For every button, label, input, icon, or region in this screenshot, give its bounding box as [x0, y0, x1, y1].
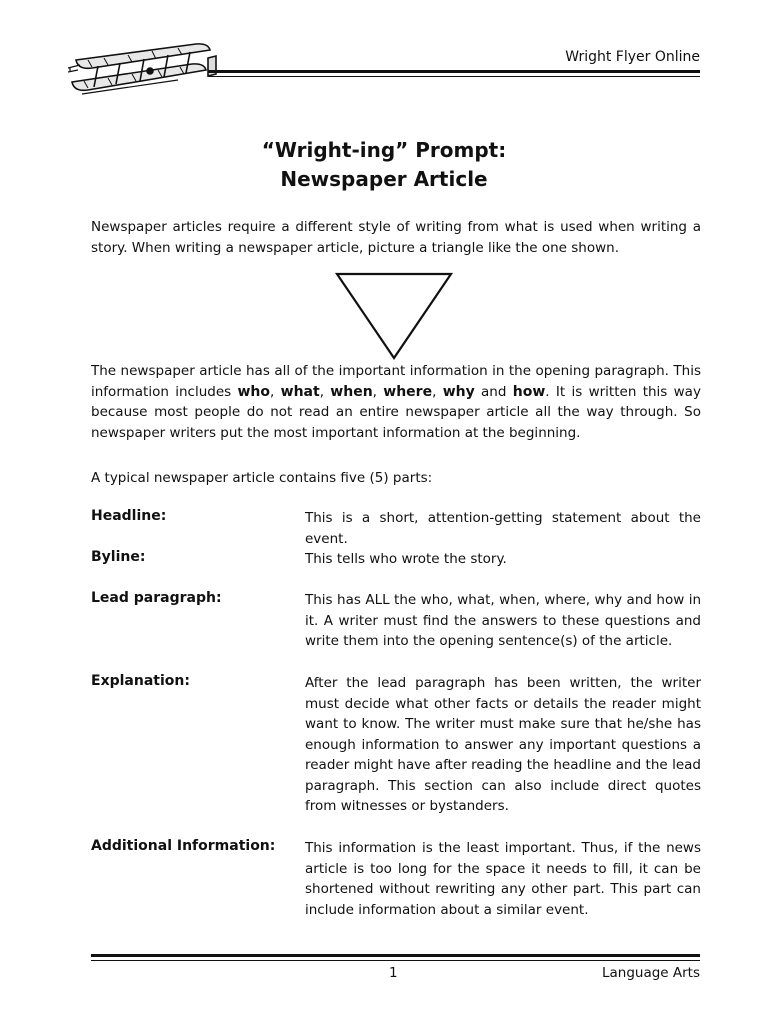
page-title-line1: “Wright-ing” Prompt:	[261, 138, 507, 162]
inverted-triangle-icon	[334, 271, 454, 361]
keyword-when: when	[330, 383, 373, 400]
wright-flyer-biplane-icon	[68, 38, 218, 100]
part-term-headline: Headline:	[91, 508, 167, 524]
part-definition-explanation: After the lead paragraph has been written, the writer must decide what other facts or details the reader might want to know. The writer must make sure that he/she has enough information to answer any important questions a reader might have after reading the headline and the lead paragraph. This section can also include direct quotes from witnesses or bystanders.	[305, 675, 701, 814]
part-definition-additional-information: This information is the least important. Thus, if the news article is too long for the space it needs to fill, it can be shortened without rewriting any other part. This part can include information about a similar event.	[305, 840, 701, 918]
part-term-additional-information: Additional Information:	[91, 838, 276, 854]
keyword-how: how	[512, 383, 546, 400]
keyword-what: what	[280, 383, 320, 400]
info-paragraph: The newspaper article has all of the important information in the opening paragraph. This information includes who, what, when, where, why and how. It is written this way because most people do not read an entire newspaper article all the way through. So newspaper writers put the most important information at the beginning.	[91, 363, 701, 441]
intro-paragraph: Newspaper articles require a different style of writing from what is used when writing a story. When writing a newspaper article, picture a triangle like the one shown.	[91, 219, 701, 256]
keyword-who: who	[237, 383, 271, 400]
keyword-why: why	[442, 383, 475, 400]
footer-subject: Language Arts	[601, 965, 700, 981]
part-definition-lead-paragraph: This has ALL the who, what, when, where, why and how in it. A writer must find the answers to these questions and write them into the opening sentence(s) of the article.	[305, 592, 701, 649]
page-title-line2: Newspaper Article	[280, 167, 488, 191]
page-number: 1	[389, 965, 398, 981]
part-term-explanation: Explanation:	[91, 673, 190, 689]
parts-intro: A typical newspaper article contains five (5) parts:	[91, 470, 433, 486]
and-text: and	[474, 383, 513, 400]
part-term-byline: Byline:	[91, 549, 146, 565]
page-title	[0, 136, 768, 194]
part-term-lead-paragraph: Lead paragraph:	[91, 590, 222, 606]
footer-rule	[91, 954, 700, 957]
header-site-title: Wright Flyer Online	[565, 49, 700, 65]
footer-rule-thin	[91, 960, 700, 961]
part-definition-headline: This is a short, attention-getting statement about the event.	[305, 510, 701, 547]
header-rule-thin	[208, 76, 700, 77]
info-text-part2: . It is written this way because most people do not read an entire newspaper article all the way through. So newspaper writers put the most important information at the beginning.	[91, 383, 701, 441]
header-rule	[208, 70, 700, 73]
info-text-part1: The newspaper article has all of the important information in the opening paragraph. This information includes	[91, 363, 701, 400]
part-definition-byline: This tells who wrote the story.	[305, 551, 507, 567]
keyword-where: where	[383, 383, 433, 400]
